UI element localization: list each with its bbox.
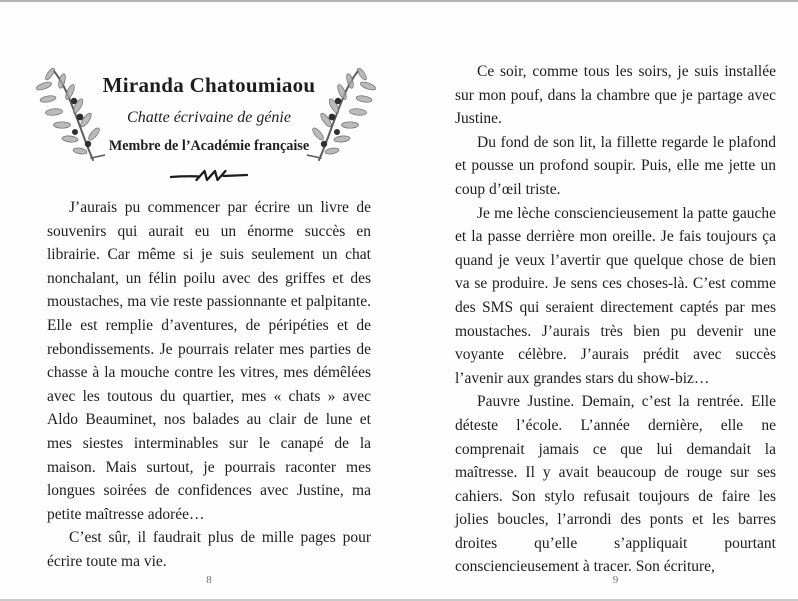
paragraph: Ce soir, comme tous les soirs, je suis installée sur mon pouf, dans la chambre que je partage avec Justine. [455,63,776,128]
chapter-affiliation: Membre de l’Académie française [108,138,310,155]
chapter-subtitle: Chatte écrivaine de génie [127,109,291,127]
right-page [455,0,776,601]
chapter-title: Miranda Chatoumiaou [102,73,316,97]
paragraph: J’aurais pu commencer par écrire un livre de souvenirs qui aurait eu un énorme succès en librairie. Car même si je suis seulement un chat nonchalant, un félin poilu avec des griffes et des moustaches, ma vie reste passionnante et palpitante. Elle est remplie d’aventures, de péripéties et de rebondissements. Je pourrais relater mes parties de chasse à la mouche contre les vitres, mes démêlées avec les toutous du quartier, mes « chats » avec Aldo Beauminet, nos balades au clair de lune et mes siestes interminables sur le canapé de la maison. Mais surtout, je pourrais raconter mes longues soirées de confidences avec Justine, ma petite maîtresse adorée… [47,199,371,523]
left-page-body [47,196,371,574]
left-page-number: 8 [206,574,212,586]
right-page-body [455,60,776,579]
right-page-number: 9 [612,574,619,586]
paragraph: Du fond de son lit, la fillette regarde le plafond et pousse un profond soupir. Puis, elle me jette un coup d’œil triste. [455,133,776,198]
paragraph: Pauvre Justine. Demain, c’est la rentrée. Elle déteste l’école. L’année dernière, elle ne comprenait jamais ce que lui demandait la maîtresse. Il y avait beaucoup de rouge sur ses cahiers. Son stylo refusait toujours de faire les jolies boucles, l’arrondi des ponts et les barres droites qu’elle s’appliquait pourtant consciencieusement à tracer. Son écriture, [455,393,776,576]
left-page [47,0,371,601]
paragraph: C’est sûr, il faudrait plus de mille pages pour écrire toute ma vie. [47,529,371,570]
paragraph: Je me lèche consciencieusement la patte gauche et la passe derrière mon oreille. Je fais toujours ça quand je veux l’avertir que quelque chose de bien va se produire. Je sens ces choses-là. C’est comme des SMS qui seraient directement captés par mes moustaches. J’aurais très bien pu devenir une voyante célèbre. J’aurais prédit avec succès l’avenir aux grandes stars du show-biz… [455,204,776,387]
chapter-header [47,0,371,184]
squiggle-divider-icon [47,168,371,184]
